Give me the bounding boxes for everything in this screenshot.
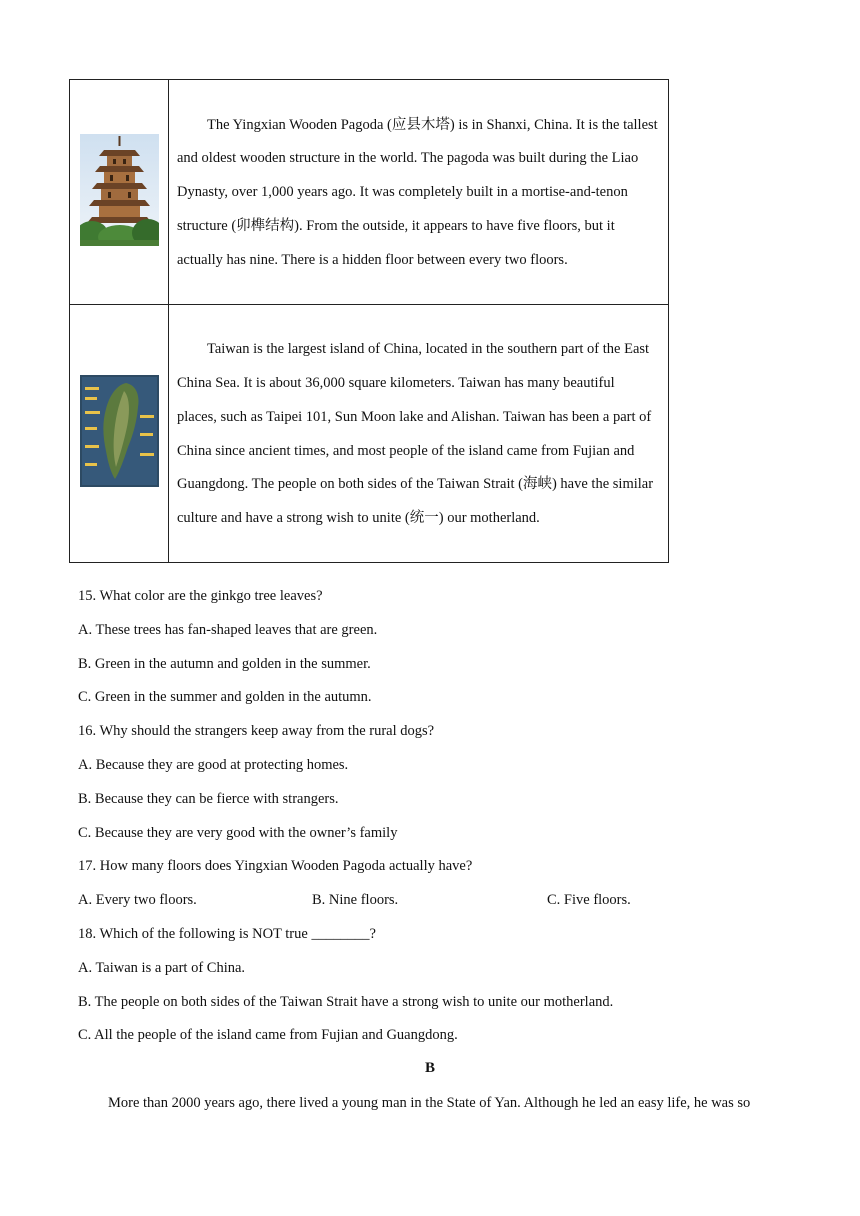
section-b-passage: More than 2000 years ago, there lived a young man in the State of Yan. Although he led an easy life, he was so — [108, 1095, 751, 1111]
question-18-option-c: C. All the people of the island came from Fujian and Guangdong. — [78, 1027, 458, 1044]
questions-block — [78, 580, 798, 1053]
question-17-option-b: B. Nine floors. — [312, 892, 399, 909]
question-17-stem: 17. How many floors does Yingxian Wooden Pagoda actually have? — [78, 858, 473, 875]
question-17-option-c: C. Five floors. — [547, 892, 631, 909]
taiwan-paragraph: Taiwan is the largest island of China, located in the southern part of the East China Sea. It is about 36,000 square kilometers. Taiwan has many beautiful places, such as Taipei 101, Sun Moon lake and Alishan. Taiwan has been a part of China since ancient times, and most people of the island came from Fujian and Guangdong. The people on both sides of the Taiwan Strait (海峡) have the similar culture and have a strong wish to unite (统一) our motherland. — [177, 341, 654, 527]
table-row — [70, 80, 669, 305]
image-cell — [70, 80, 169, 305]
question-18-stem: 18. Which of the following is NOT true ________? — [78, 925, 376, 942]
question-16-option-a: A. Because they are good at protecting homes. — [78, 756, 349, 773]
section-b-heading: B — [424, 1060, 435, 1076]
question-15-option-c: C. Green in the summer and golden in the autumn. — [78, 689, 372, 706]
text-cell — [169, 305, 669, 563]
question-17-options — [78, 884, 798, 918]
table-row — [70, 305, 669, 563]
question-16-stem: 16. Why should the strangers keep away from the rural dogs? — [78, 723, 435, 740]
question-17-option-a: A. Every two floors. — [78, 892, 197, 909]
taiwan-map-image — [80, 375, 159, 487]
pagoda-image — [80, 134, 159, 246]
question-18-option-b: B. The people on both sides of the Taiwan Strait have a strong wish to unite our motherland. — [78, 993, 614, 1010]
text-cell — [169, 80, 669, 305]
question-15-option-b: B. Green in the autumn and golden in the summer. — [78, 655, 371, 672]
reading-table — [69, 79, 669, 563]
image-cell — [70, 305, 169, 563]
question-18-option-a: A. Taiwan is a part of China. — [78, 959, 246, 976]
question-15-stem: 15. What color are the ginkgo tree leaves? — [78, 588, 323, 604]
question-16-option-b: B. Because they can be fierce with strangers. — [78, 790, 339, 807]
pagoda-paragraph: The Yingxian Wooden Pagoda (应县木塔) is in Shanxi, China. It is the tallest and oldest wooden structure in the world. The pagoda was built during the Liao Dynasty, over 1,000 years ago. It was completely built in a mortise-and-tenon structure (卯榫结构). From the outside, it appears to have five floors, but it actually has nine. There is a hidden floor between every two floors. — [177, 116, 658, 268]
question-16-option-c: C. Because they are very good with the owner’s family — [78, 824, 398, 841]
question-15-option-a: A. These trees has fan-shaped leaves that are green. — [78, 621, 378, 638]
